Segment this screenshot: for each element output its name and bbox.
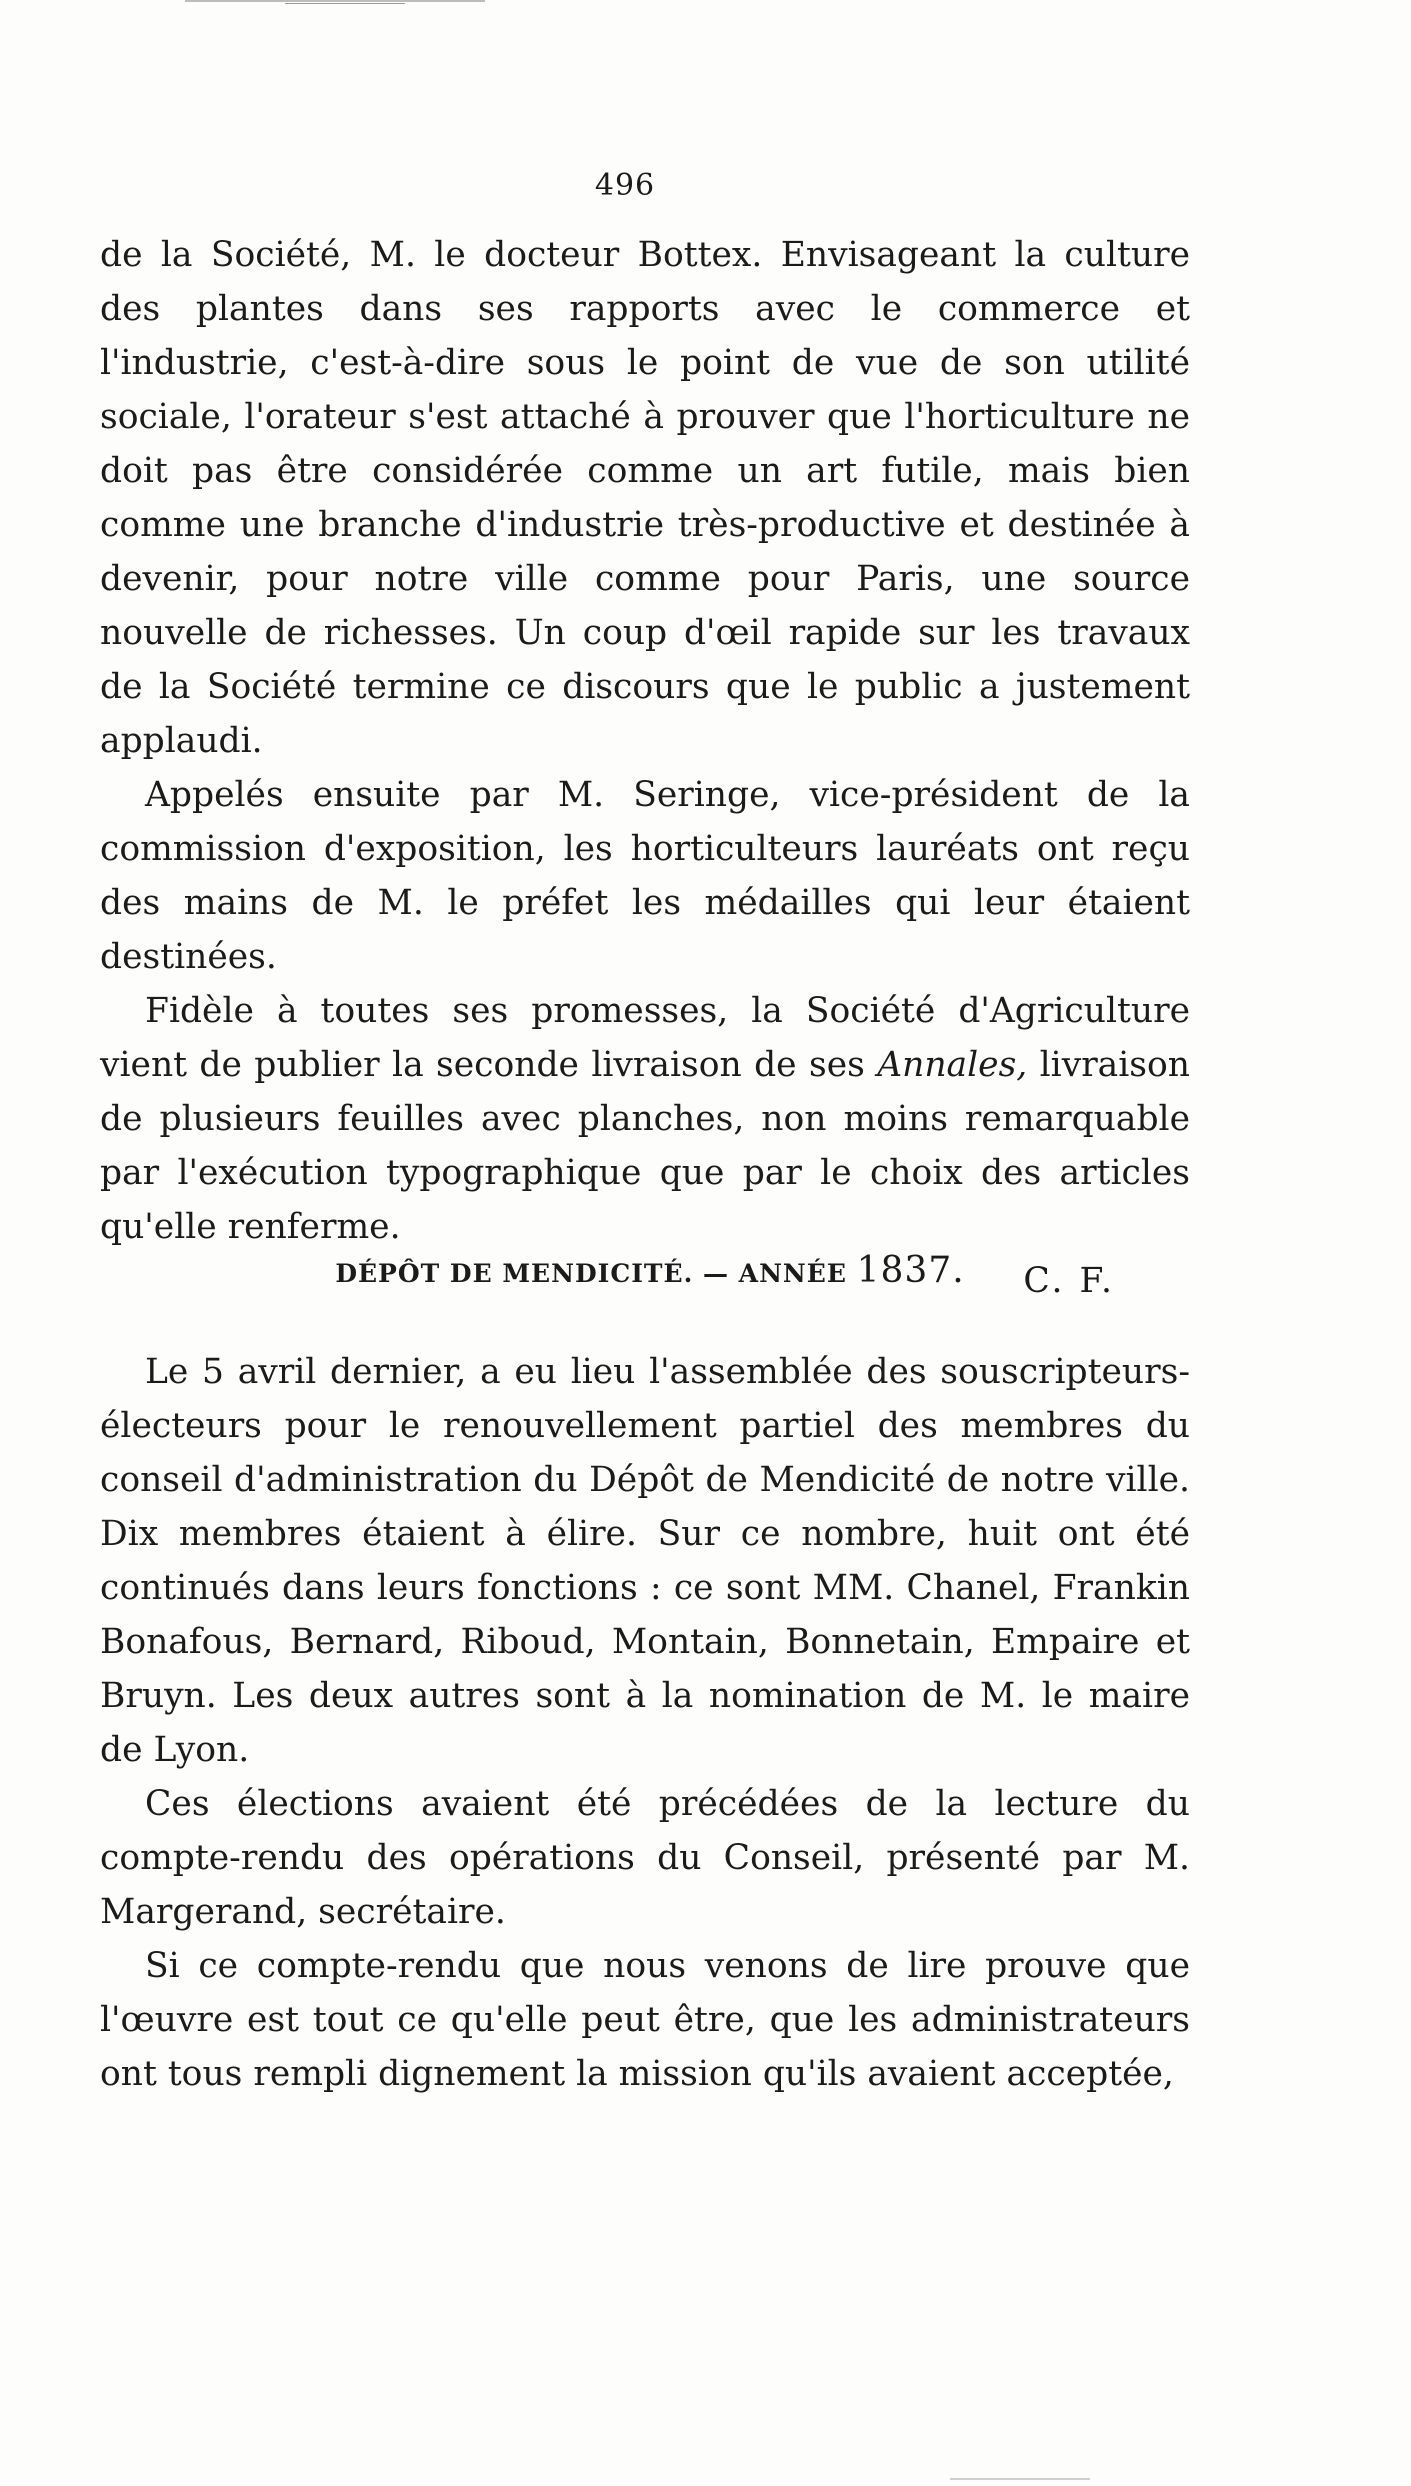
- annales-title: Annales,: [877, 1045, 1028, 1085]
- paragraph-bottex-speech: de la Société, M. le docteur Bottex. Envisageant la culture des plantes dans ses rapports avec le commerce et l'industrie, c'est-à-dire sous le point de vue de son utilité sociale, l'orateur s'est attaché à prouver que l'horticulture ne doit pas être considérée comme un art futile, mais bien comme une branche d'industrie très-productive et destinée à devenir, pour notre ville comme pour Paris, une source nouvelle de richesses. Un coup d'œil rapide sur les travaux de la Société termine ce discours que le public a justement applaudi.: [100, 235, 1190, 761]
- paragraph-election: Le 5 avril dernier, a eu lieu l'assemblée des souscripteurs-électeurs pour le renouvellement partiel des membres du conseil d'administration du Dépôt de Mendicité de notre ville. Dix membres étaient à élire. Sur ce nombre, huit ont été continués dans leurs fonctions : ce sont MM. Chanel, Frankin Bonafous, Bernard, Riboud, Montain, Bonnetain, Empaire et Bruyn. Les deux autres sont à la nomination de M. le maire de Lyon.: [100, 1352, 1190, 1770]
- paragraph-seringe-awards: Appelés ensuite par M. Seringe, vice-président de la commission d'exposition, les horticulteurs lauréats ont reçu des mains de M. le préfet les médailles qui leur étaient destinées.: [100, 775, 1190, 977]
- top-edge-rule-short: [285, 3, 405, 4]
- annales-text-after: livraison de plusieurs feuilles avec planches, non moins remarquable par l'exécution typographique que par le choix des articles qu'elle renferme.: [100, 1045, 1190, 1247]
- top-edge-rule: [185, 0, 485, 2]
- paragraph-oeuvre: Si ce compte-rendu que nous venons de lire prouve que l'œuvre est tout ce qu'elle peut être, que les administrateurs ont tous rempli dignement la mission qu'ils avaient acceptée,: [100, 1946, 1190, 2094]
- page-number: 496: [594, 168, 656, 203]
- section-heading-year: 1837.: [856, 1250, 965, 1291]
- section-depot-text: [100, 1345, 1190, 2101]
- section-heading-depot-mendicite: [0, 1250, 1300, 1291]
- bottom-edge-mark: [950, 2478, 1090, 2480]
- section-heading-title: DÉPÔT DE MENDICITÉ. — ANNÉE: [335, 1259, 847, 1288]
- section-horticulture-text: [100, 228, 1190, 1308]
- paragraph-compte-rendu: Ces élections avaient été précédées de la lecture du compte-rendu des opérations du Conseil, présenté par M. Margerand, secrétaire.: [100, 1784, 1190, 1932]
- paragraph-annales-publication: [100, 984, 1190, 1254]
- author-signature: C. F.: [1023, 1261, 1115, 1301]
- annales-text-before: Fidèle à toutes ses promesses, la Société d'Agriculture vient de publier la seconde livraison de ses: [100, 991, 1190, 1085]
